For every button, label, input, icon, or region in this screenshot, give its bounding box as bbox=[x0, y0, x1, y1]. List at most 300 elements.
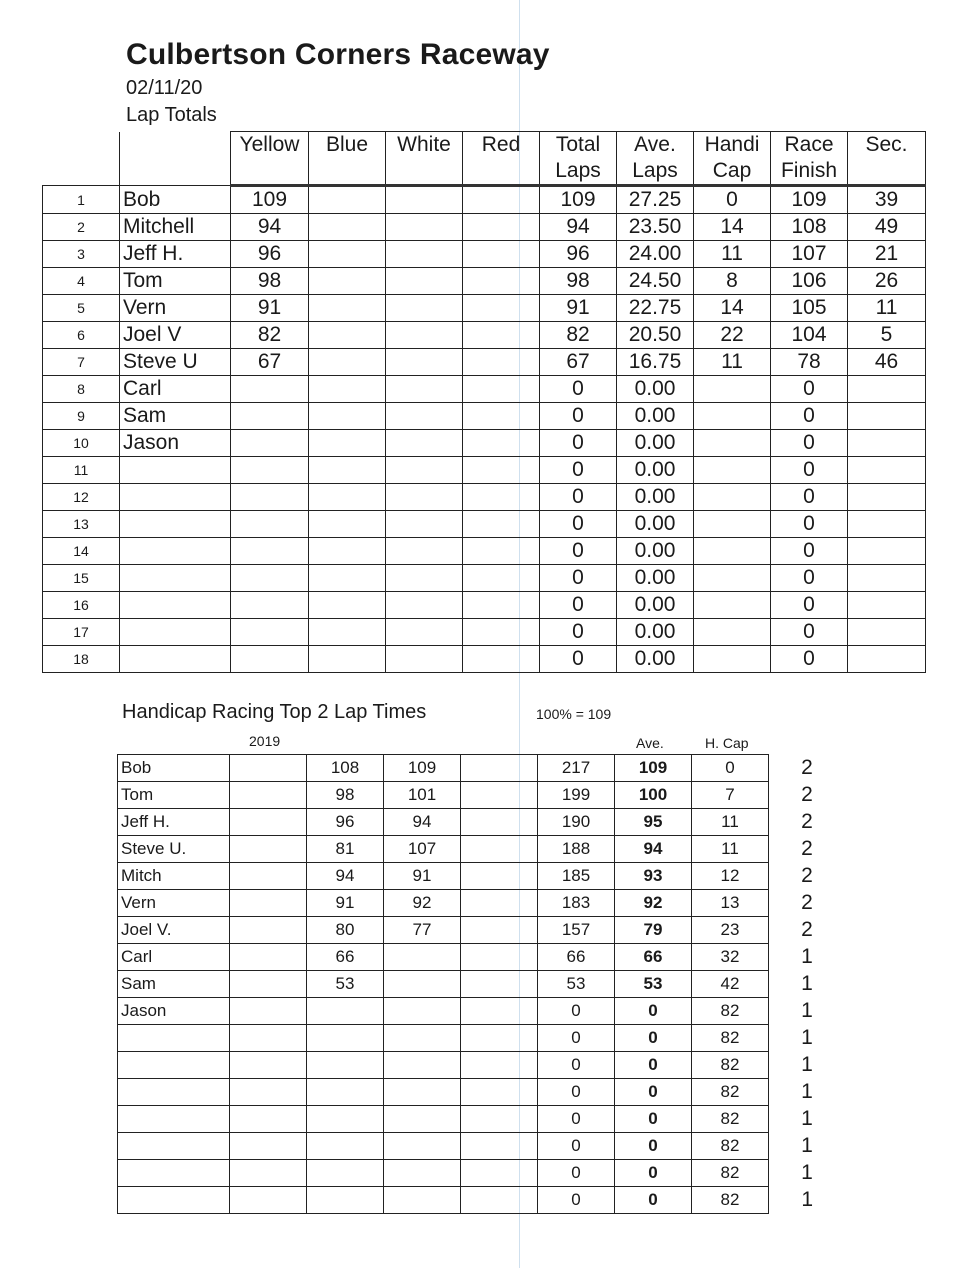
table-row bbox=[118, 1052, 846, 1079]
cell-count: 2 bbox=[801, 756, 813, 779]
driver-name: Jeff H. bbox=[120, 241, 231, 268]
cell-white bbox=[386, 241, 463, 268]
table-row bbox=[43, 268, 926, 295]
cell-c4 bbox=[461, 1079, 538, 1106]
cell-finish: 104 bbox=[771, 322, 848, 349]
row-number: 10 bbox=[43, 430, 120, 457]
cell-count: 2 bbox=[801, 783, 813, 806]
cell-ave: 53 bbox=[615, 971, 692, 998]
column-header bbox=[771, 132, 848, 186]
cell-ave: 23.50 bbox=[617, 214, 694, 241]
cell-blue bbox=[309, 592, 386, 619]
cell-yellow bbox=[231, 376, 309, 403]
cell-c4 bbox=[461, 809, 538, 836]
cell-ave: 0 bbox=[615, 1187, 692, 1214]
cell-c3 bbox=[384, 1106, 461, 1133]
cell-hcap bbox=[694, 619, 771, 646]
row-number: 12 bbox=[43, 484, 120, 511]
cell-red bbox=[463, 186, 540, 214]
cell-white bbox=[386, 565, 463, 592]
cell-sum: 0 bbox=[538, 1133, 615, 1160]
cell-hcap: 82 bbox=[692, 1079, 769, 1106]
table-row bbox=[118, 755, 846, 782]
cell-hcap: 11 bbox=[694, 349, 771, 376]
cell-c4 bbox=[461, 863, 538, 890]
cell-c1 bbox=[230, 890, 307, 917]
cell-count: 1 bbox=[801, 1161, 813, 1184]
driver-name bbox=[118, 1052, 230, 1079]
cell-hcap: 7 bbox=[692, 782, 769, 809]
driver-name: Vern bbox=[120, 295, 231, 322]
cell-count: 1 bbox=[801, 1026, 813, 1049]
driver-name: Vern bbox=[118, 890, 230, 917]
cell-red bbox=[463, 241, 540, 268]
table-row bbox=[43, 295, 926, 322]
row-number: 6 bbox=[43, 322, 120, 349]
cell-total: 0 bbox=[540, 457, 617, 484]
cell-c1 bbox=[230, 944, 307, 971]
row-number: 13 bbox=[43, 511, 120, 538]
cell-hcap: 82 bbox=[692, 1160, 769, 1187]
cell-count: 1 bbox=[801, 945, 813, 968]
cell-white bbox=[386, 403, 463, 430]
cell-c4 bbox=[461, 971, 538, 998]
row-number: 4 bbox=[43, 268, 120, 295]
row-number: 9 bbox=[43, 403, 120, 430]
cell-red bbox=[463, 268, 540, 295]
cell-sec bbox=[848, 484, 926, 511]
cell-total: 0 bbox=[540, 484, 617, 511]
cell-sec bbox=[848, 565, 926, 592]
driver-name bbox=[118, 1133, 230, 1160]
driver-name: Mitchell bbox=[120, 214, 231, 241]
cell-count: 2 bbox=[801, 891, 813, 914]
cell-c1 bbox=[230, 1160, 307, 1187]
cell-c2: 94 bbox=[307, 863, 384, 890]
cell-hcap: 22 bbox=[694, 322, 771, 349]
cell-c1 bbox=[230, 1106, 307, 1133]
cell-hcap bbox=[694, 538, 771, 565]
cell-yellow bbox=[231, 646, 309, 673]
cell-hcap: 0 bbox=[694, 186, 771, 214]
cell-c4 bbox=[461, 1106, 538, 1133]
cell-sum: 217 bbox=[538, 755, 615, 782]
cell-yellow bbox=[231, 592, 309, 619]
column-header-line-1: Yellow bbox=[239, 133, 300, 156]
cell-yellow bbox=[231, 619, 309, 646]
cell-ave: 95 bbox=[615, 809, 692, 836]
cell-sum: 0 bbox=[538, 1079, 615, 1106]
cell-c4 bbox=[461, 782, 538, 809]
row-number: 1 bbox=[43, 186, 120, 214]
cell-ave: 0 bbox=[615, 998, 692, 1025]
cell-yellow bbox=[231, 403, 309, 430]
cell-count: 1 bbox=[801, 999, 813, 1022]
column-header-line-2: Finish bbox=[780, 159, 838, 182]
cell-c3 bbox=[384, 1187, 461, 1214]
table-row bbox=[43, 241, 926, 268]
cell-hcap: 11 bbox=[694, 241, 771, 268]
table-row bbox=[43, 565, 926, 592]
cell-sum: 0 bbox=[538, 998, 615, 1025]
driver-name bbox=[120, 646, 231, 673]
cell-ave: 0.00 bbox=[617, 457, 694, 484]
column-header bbox=[386, 132, 463, 186]
cell-ave: 0 bbox=[615, 1079, 692, 1106]
driver-name: Joel V bbox=[120, 322, 231, 349]
driver-name: Mitch bbox=[118, 863, 230, 890]
cell-yellow bbox=[231, 457, 309, 484]
cell-ave: 94 bbox=[615, 836, 692, 863]
cell-total: 94 bbox=[540, 214, 617, 241]
driver-name bbox=[118, 1187, 230, 1214]
cell-sec: 5 bbox=[848, 322, 926, 349]
driver-name: Carl bbox=[118, 944, 230, 971]
cell-sec bbox=[848, 619, 926, 646]
cell-c2: 108 bbox=[307, 755, 384, 782]
cell-hcap: 8 bbox=[694, 268, 771, 295]
cell-total: 67 bbox=[540, 349, 617, 376]
cell-c1 bbox=[230, 863, 307, 890]
cell-ave: 0.00 bbox=[617, 538, 694, 565]
cell-count: 2 bbox=[801, 810, 813, 833]
cell-c2 bbox=[307, 1160, 384, 1187]
cell-yellow: 94 bbox=[231, 214, 309, 241]
cell-ave: 0.00 bbox=[617, 565, 694, 592]
table-row bbox=[118, 782, 846, 809]
table-row bbox=[118, 944, 846, 971]
cell-ave: 0.00 bbox=[617, 511, 694, 538]
cell-hcap bbox=[694, 430, 771, 457]
cell-white bbox=[386, 484, 463, 511]
cell-ave: 22.75 bbox=[617, 295, 694, 322]
column-header-line-1: Red bbox=[481, 133, 521, 156]
row-number: 2 bbox=[43, 214, 120, 241]
row-number: 16 bbox=[43, 592, 120, 619]
cell-white bbox=[386, 268, 463, 295]
cell-ave: 0 bbox=[615, 1160, 692, 1187]
cell-yellow bbox=[231, 511, 309, 538]
table-row bbox=[118, 998, 846, 1025]
row-number: 5 bbox=[43, 295, 120, 322]
cell-c4 bbox=[461, 1052, 538, 1079]
cell-sec bbox=[848, 403, 926, 430]
driver-name bbox=[118, 1025, 230, 1052]
cell-c1 bbox=[230, 809, 307, 836]
cell-finish: 105 bbox=[771, 295, 848, 322]
cell-c2: 81 bbox=[307, 836, 384, 863]
cell-c1 bbox=[230, 1052, 307, 1079]
cell-count: 1 bbox=[801, 1134, 813, 1157]
cell-sum: 190 bbox=[538, 809, 615, 836]
column-header bbox=[231, 132, 309, 186]
cell-c3: 101 bbox=[384, 782, 461, 809]
table-row bbox=[118, 1106, 846, 1133]
cell-c3: 107 bbox=[384, 836, 461, 863]
page-title: Culbertson Corners Raceway bbox=[126, 38, 550, 71]
cell-yellow: 82 bbox=[231, 322, 309, 349]
cell-count: 1 bbox=[801, 1053, 813, 1076]
cell-hcap: 82 bbox=[692, 1187, 769, 1214]
cell-red bbox=[463, 376, 540, 403]
lap-totals-header-row bbox=[43, 132, 926, 186]
cell-c3: 94 bbox=[384, 809, 461, 836]
cell-finish: 78 bbox=[771, 349, 848, 376]
cell-count: 1 bbox=[801, 1188, 814, 1211]
cell-hcap bbox=[694, 646, 771, 673]
cell-white bbox=[386, 186, 463, 214]
cell-hcap: 11 bbox=[692, 836, 769, 863]
cell-sum: 199 bbox=[538, 782, 615, 809]
table-row bbox=[43, 619, 926, 646]
cell-blue bbox=[309, 538, 386, 565]
table-row bbox=[118, 890, 846, 917]
table-row bbox=[43, 457, 926, 484]
cell-sum: 53 bbox=[538, 971, 615, 998]
cell-c3: 77 bbox=[384, 917, 461, 944]
column-header bbox=[848, 132, 926, 186]
cell-finish: 0 bbox=[771, 619, 848, 646]
cell-sum: 0 bbox=[538, 1025, 615, 1052]
cell-red bbox=[463, 349, 540, 376]
cell-c1 bbox=[230, 1187, 307, 1214]
column-header-line-2: Laps bbox=[555, 159, 601, 182]
table-row bbox=[118, 1025, 846, 1052]
cell-finish: 0 bbox=[771, 646, 848, 673]
row-number: 7 bbox=[43, 349, 120, 376]
cell-hcap bbox=[694, 376, 771, 403]
cell-ave: 24.50 bbox=[617, 268, 694, 295]
cell-sec bbox=[848, 538, 926, 565]
cell-blue bbox=[309, 646, 386, 673]
cell-hcap: 42 bbox=[692, 971, 769, 998]
cell-blue bbox=[309, 403, 386, 430]
cell-c1 bbox=[230, 1079, 307, 1106]
cell-c3 bbox=[384, 971, 461, 998]
column-header bbox=[540, 132, 617, 186]
cell-ave: 0.00 bbox=[617, 592, 694, 619]
cell-sec: 39 bbox=[848, 186, 926, 214]
cell-c4 bbox=[461, 998, 538, 1025]
cell-count: 2 bbox=[801, 837, 813, 860]
cell-c2 bbox=[307, 1025, 384, 1052]
cell-c3 bbox=[384, 944, 461, 971]
table-row bbox=[118, 809, 846, 836]
cell-ave: 66 bbox=[615, 944, 692, 971]
cell-yellow: 96 bbox=[231, 241, 309, 268]
cell-red bbox=[463, 565, 540, 592]
cell-count: 2 bbox=[801, 918, 813, 941]
table-row bbox=[43, 430, 926, 457]
cell-blue bbox=[309, 565, 386, 592]
cell-hcap: 12 bbox=[692, 863, 769, 890]
cell-blue bbox=[309, 241, 386, 268]
cell-c1 bbox=[230, 998, 307, 1025]
cell-red bbox=[463, 322, 540, 349]
row-number: 17 bbox=[43, 619, 120, 646]
ave-label: Ave. bbox=[636, 735, 664, 751]
driver-name bbox=[120, 484, 231, 511]
cell-total: 0 bbox=[540, 430, 617, 457]
cell-white bbox=[386, 430, 463, 457]
cell-ave: 0.00 bbox=[617, 646, 694, 673]
cell-sum: 185 bbox=[538, 863, 615, 890]
cell-c2 bbox=[307, 1079, 384, 1106]
cell-sec: 46 bbox=[848, 349, 926, 376]
cell-finish: 0 bbox=[771, 592, 848, 619]
year-label: 2019 bbox=[249, 733, 281, 749]
table-row bbox=[43, 538, 926, 565]
cell-sum: 66 bbox=[538, 944, 615, 971]
cell-finish: 106 bbox=[771, 268, 848, 295]
table-row bbox=[118, 1160, 846, 1187]
table-row bbox=[118, 1133, 846, 1160]
cell-hcap bbox=[694, 592, 771, 619]
cell-c4 bbox=[461, 1133, 538, 1160]
cell-hcap: 0 bbox=[692, 755, 769, 782]
cell-total: 0 bbox=[540, 619, 617, 646]
cell-red bbox=[463, 457, 540, 484]
cell-hcap: 82 bbox=[692, 1025, 769, 1052]
cell-c4 bbox=[461, 1025, 538, 1052]
row-number: 15 bbox=[43, 565, 120, 592]
column-header-line-1: Ave. bbox=[634, 133, 676, 156]
cell-c3 bbox=[384, 998, 461, 1025]
driver-name: Carl bbox=[120, 376, 231, 403]
cell-c3 bbox=[384, 1160, 461, 1187]
cell-c2: 80 bbox=[307, 917, 384, 944]
cell-c1 bbox=[230, 782, 307, 809]
cell-finish: 0 bbox=[771, 484, 848, 511]
cell-count: 1 bbox=[801, 1107, 813, 1130]
cell-red bbox=[463, 484, 540, 511]
cell-ave: 0.00 bbox=[617, 484, 694, 511]
cell-c2: 98 bbox=[307, 782, 384, 809]
cell-white bbox=[386, 646, 463, 673]
cell-total: 0 bbox=[540, 592, 617, 619]
column-header bbox=[309, 132, 386, 186]
driver-name: Bob bbox=[118, 755, 230, 782]
driver-name: Steve U bbox=[120, 349, 231, 376]
cell-blue bbox=[309, 322, 386, 349]
cell-red bbox=[463, 619, 540, 646]
table-row bbox=[43, 376, 926, 403]
cell-finish: 0 bbox=[771, 511, 848, 538]
cell-white bbox=[386, 511, 463, 538]
cell-c4 bbox=[461, 1187, 538, 1214]
column-header-line-1: Total bbox=[555, 133, 601, 156]
driver-name bbox=[118, 1160, 230, 1187]
cell-finish: 0 bbox=[771, 430, 848, 457]
cell-finish: 0 bbox=[771, 538, 848, 565]
cell-hcap: 82 bbox=[692, 998, 769, 1025]
cell-c3 bbox=[384, 1079, 461, 1106]
cell-c3: 91 bbox=[384, 863, 461, 890]
cell-c4 bbox=[461, 890, 538, 917]
cell-hcap bbox=[694, 565, 771, 592]
cell-c1 bbox=[230, 755, 307, 782]
cell-hcap: 23 bbox=[692, 917, 769, 944]
cell-sec bbox=[848, 376, 926, 403]
table-row bbox=[118, 1187, 846, 1214]
cell-count: 1 bbox=[801, 972, 813, 995]
lap-totals-table bbox=[42, 131, 926, 673]
cell-ave: 109 bbox=[615, 755, 692, 782]
cell-blue bbox=[309, 484, 386, 511]
cell-blue bbox=[309, 430, 386, 457]
cell-blue bbox=[309, 268, 386, 295]
cell-total: 0 bbox=[540, 376, 617, 403]
table-row bbox=[118, 836, 846, 863]
cell-sec bbox=[848, 430, 926, 457]
cell-sum: 0 bbox=[538, 1160, 615, 1187]
cell-c2 bbox=[307, 1133, 384, 1160]
cell-blue bbox=[309, 511, 386, 538]
cell-hcap bbox=[694, 457, 771, 484]
driver-name bbox=[120, 538, 231, 565]
column-header-line-2: Cap bbox=[712, 159, 752, 182]
cell-finish: 107 bbox=[771, 241, 848, 268]
cell-sum: 183 bbox=[538, 890, 615, 917]
table-row bbox=[118, 917, 846, 944]
cell-white bbox=[386, 538, 463, 565]
driver-name: Joel V. bbox=[118, 917, 230, 944]
cell-ave: 0 bbox=[615, 1133, 692, 1160]
table-row bbox=[43, 646, 926, 673]
cell-c2: 66 bbox=[307, 944, 384, 971]
column-header-line-1: Handi bbox=[704, 133, 760, 156]
cell-sec bbox=[848, 511, 926, 538]
table-row bbox=[118, 971, 846, 998]
cell-hcap bbox=[694, 484, 771, 511]
cell-c2 bbox=[307, 1106, 384, 1133]
table-row bbox=[43, 403, 926, 430]
cell-red bbox=[463, 214, 540, 241]
cell-white bbox=[386, 592, 463, 619]
cell-ave: 93 bbox=[615, 863, 692, 890]
cell-ave: 0.00 bbox=[617, 376, 694, 403]
cell-ave: 24.00 bbox=[617, 241, 694, 268]
cell-c1 bbox=[230, 1133, 307, 1160]
cell-ave: 0 bbox=[615, 1052, 692, 1079]
cell-yellow bbox=[231, 430, 309, 457]
cell-finish: 0 bbox=[771, 565, 848, 592]
cell-total: 0 bbox=[540, 538, 617, 565]
cell-ave: 0.00 bbox=[617, 430, 694, 457]
cell-c3: 109 bbox=[384, 755, 461, 782]
cell-count: 2 bbox=[801, 864, 813, 887]
cell-total: 109 bbox=[540, 186, 617, 214]
cell-red bbox=[463, 403, 540, 430]
header-blank-number bbox=[43, 132, 120, 186]
cell-sum: 0 bbox=[538, 1187, 615, 1214]
cell-c4 bbox=[461, 836, 538, 863]
driver-name: Jason bbox=[118, 998, 230, 1025]
driver-name: Jeff H. bbox=[118, 809, 230, 836]
cell-c3: 92 bbox=[384, 890, 461, 917]
driver-name bbox=[118, 1079, 230, 1106]
cell-finish: 0 bbox=[771, 457, 848, 484]
cell-hcap: 11 bbox=[692, 809, 769, 836]
cell-sec: 49 bbox=[848, 214, 926, 241]
row-number: 18 bbox=[43, 646, 120, 673]
cell-sum: 157 bbox=[538, 917, 615, 944]
driver-name bbox=[120, 565, 231, 592]
cell-sum: 0 bbox=[538, 1052, 615, 1079]
cell-hcap: 14 bbox=[694, 295, 771, 322]
cell-c4 bbox=[461, 944, 538, 971]
driver-name bbox=[120, 619, 231, 646]
